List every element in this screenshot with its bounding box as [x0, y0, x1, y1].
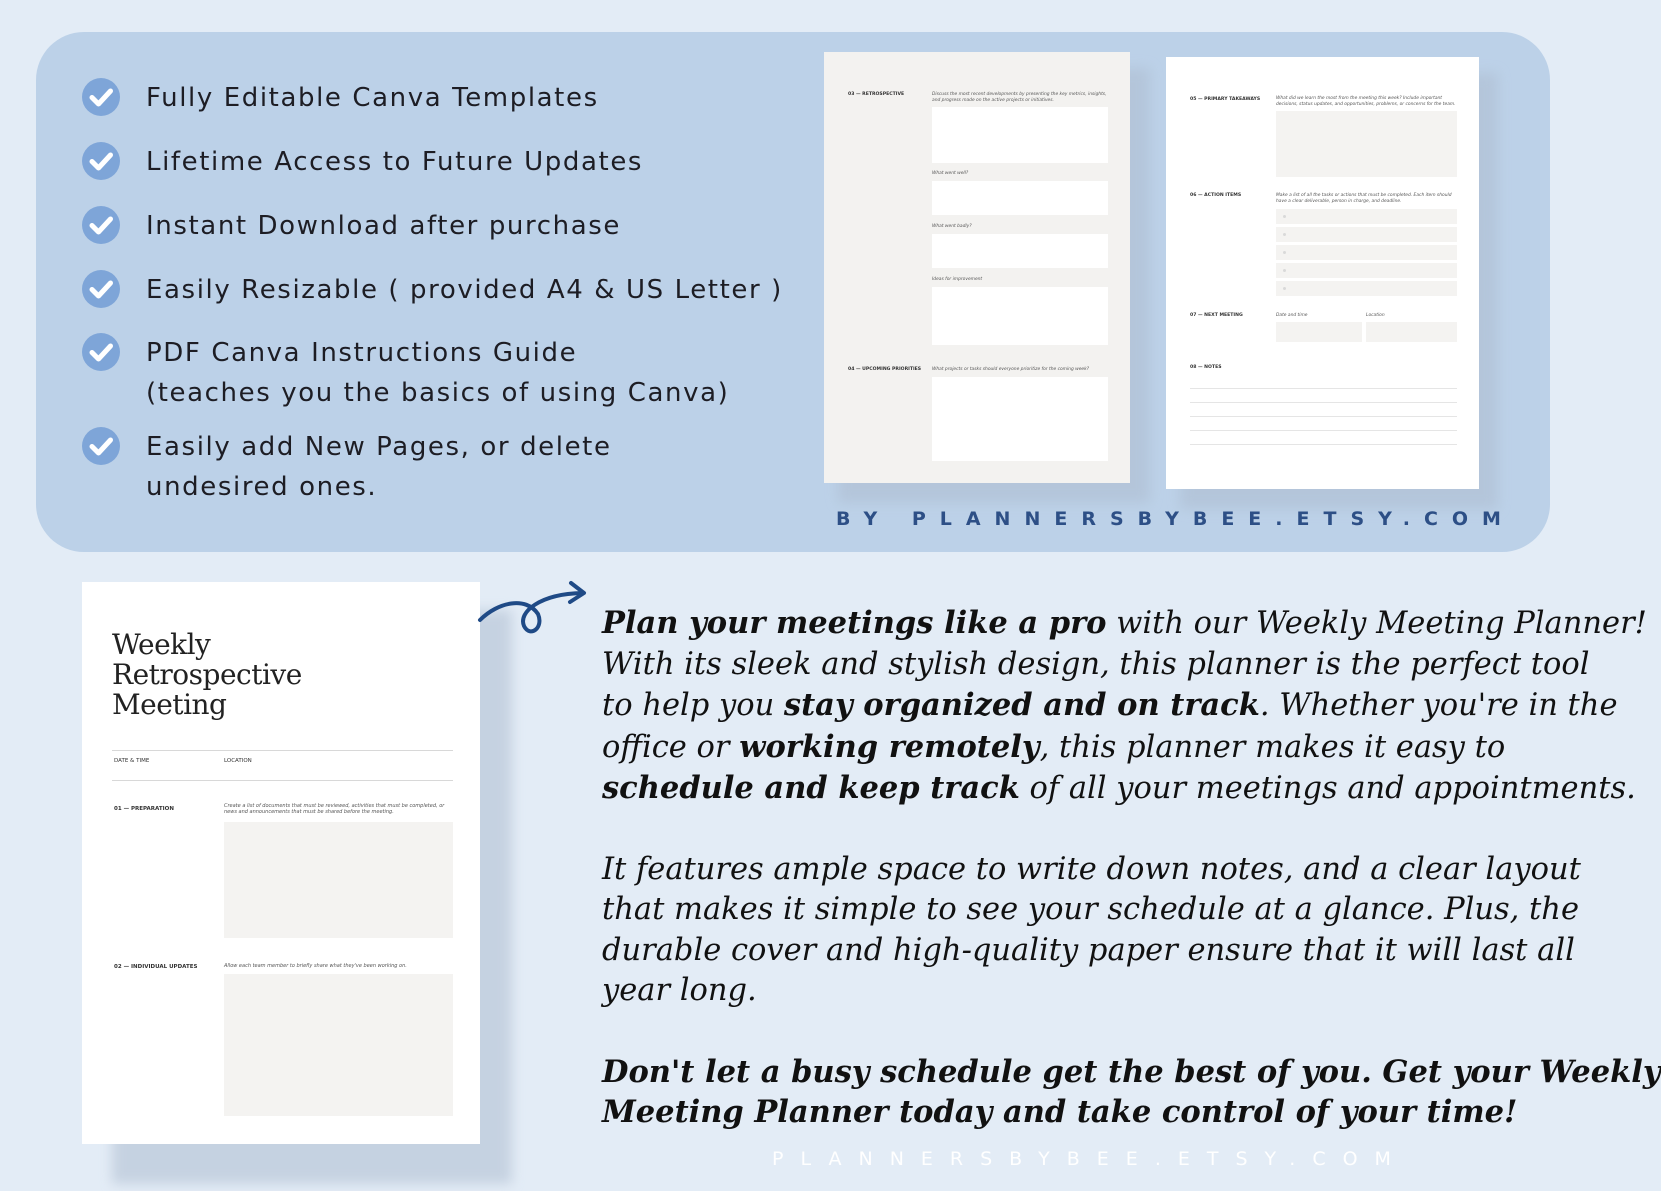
bold-phrase: working remotely — [739, 728, 1040, 765]
notes-line — [1190, 416, 1457, 417]
check-circle-icon — [82, 78, 120, 116]
divider — [112, 780, 453, 781]
feature-text: Easily add New Pages, or delete undesired ones. — [146, 432, 612, 502]
cover-title — [112, 630, 302, 720]
section-05-desc: What did we learn the most from the meeting this week? Include important decisions, status updates, and opportunities, problems, or concerns for the team. — [1276, 96, 1456, 107]
writing-box — [932, 377, 1108, 461]
feature-text: Fully Editable Canva Templates — [146, 83, 599, 113]
notes-line — [1190, 444, 1457, 445]
location-label: LOCATION — [224, 758, 252, 764]
description-paragraph — [602, 603, 1647, 810]
location-label: Location — [1366, 313, 1385, 318]
feature-text: Easily Resizable ( provided A4 & US Letter ) — [146, 275, 783, 305]
bold-phrase: Plan your meetings like a pro — [602, 605, 1107, 641]
bullet-icon — [1283, 251, 1286, 254]
description-text: office or — [602, 729, 740, 765]
section-01-desc: Create a list of documents that must be reviewed, activities that must be completed, or news and announcements that must be shared before the meeting. — [224, 803, 445, 815]
feature-item — [82, 78, 599, 118]
went-badly-label: What went badly? — [932, 224, 972, 229]
action-item-row — [1276, 263, 1457, 278]
action-item-row — [1276, 209, 1457, 224]
check-circle-icon — [82, 206, 120, 244]
description-text: It features ample space to write down notes, and a clear layout — [602, 851, 1581, 887]
section-06-desc: Make a list of all the tasks or actions that must be completed. Each item should have a clear deliverable, person in charge, and deadline. — [1276, 193, 1452, 204]
writing-box — [932, 107, 1108, 163]
action-item-row — [1276, 227, 1457, 242]
ideas-label: Ideas for improvement — [932, 277, 983, 282]
description-text: . Whether you're in the — [1259, 688, 1618, 723]
description-text: durable cover and high-quality paper ensure that it will last all — [602, 932, 1575, 968]
description-text: with our Weekly Meeting Planner! — [1106, 606, 1647, 641]
feature-text: PDF Canva Instructions Guide (teaches you the basics of using Canva) — [146, 338, 730, 408]
bullet-icon — [1283, 287, 1286, 290]
feature-item — [82, 206, 621, 246]
section-01-label: 01 — PREPARATION — [114, 806, 174, 812]
check-circle-icon — [82, 142, 120, 180]
notes-line — [1190, 402, 1457, 403]
section-04-label: 04 — UPCOMING PRIORITIES — [848, 367, 922, 372]
section-03-desc: Discuss the most recent developments by presenting the key metrics, insights, and progress made on the active projects or initiatives. — [932, 92, 1107, 103]
section-02-desc: Allow each team member to briefly share what they've been working on. — [224, 963, 407, 969]
feature-text: Lifetime Access to Future Updates — [146, 147, 644, 177]
feature-item — [82, 142, 643, 182]
feature-item — [82, 427, 612, 507]
cover-title-line: Retrospective — [112, 658, 302, 691]
section-04-desc: What projects or tasks should everyone prioritize for the coming week? — [932, 367, 1090, 372]
bold-phrase: stay organized and on track — [783, 687, 1260, 723]
description-paragraph — [602, 1052, 1661, 1133]
cover-title-line: Meeting — [112, 688, 227, 721]
description-text: Don't let a busy schedule get the best of you. Get your Weekly — [602, 1053, 1661, 1090]
date-time-label: Date and time — [1276, 313, 1308, 318]
section-05-label: 05 — PRIMARY TAKEAWAYS — [1190, 97, 1261, 102]
check-circle-icon — [82, 427, 120, 465]
notes-line — [1190, 388, 1457, 389]
date-time-label: DATE & TIME — [114, 758, 150, 764]
writing-box — [224, 822, 453, 938]
bullet-icon — [1283, 233, 1286, 236]
section-02-label: 02 — INDIVIDUAL UPDATES — [114, 964, 198, 970]
notes-line — [1190, 430, 1457, 431]
writing-box — [1276, 111, 1457, 177]
description-text: With its sleek and stylish design, this planner is the perfect tool — [602, 646, 1590, 682]
divider — [112, 750, 453, 751]
section-07-label: 07 — NEXT MEETING — [1190, 313, 1243, 318]
footer-url: PLANNERSBYBEE.ETSY.COM — [772, 1148, 1408, 1170]
by-line: BY PLANNERSBYBEE.ETSY.COM — [836, 508, 1515, 530]
section-06-label: 06 — ACTION ITEMS — [1190, 193, 1242, 198]
check-circle-icon — [82, 270, 120, 308]
date-box — [1276, 322, 1362, 342]
writing-box — [224, 974, 453, 1116]
feature-text: Instant Download after purchase — [146, 211, 621, 241]
curly-arrow-icon — [478, 580, 596, 642]
description-paragraph — [602, 850, 1581, 1012]
writing-box — [932, 287, 1108, 345]
check-circle-icon — [82, 333, 120, 371]
cover-title-line: Weekly — [112, 628, 211, 661]
bold-phrase: schedule and keep track — [602, 770, 1020, 806]
writing-box — [932, 181, 1108, 215]
action-item-row — [1276, 245, 1457, 260]
description-text: to help you — [602, 688, 784, 723]
bullet-icon — [1283, 215, 1286, 218]
description-text: Meeting Planner today and take control of your time! — [602, 1094, 1518, 1130]
bullet-icon — [1283, 269, 1286, 272]
went-well-label: What went well? — [932, 171, 969, 176]
action-item-row — [1276, 281, 1457, 296]
description-text: year long. — [602, 973, 757, 1008]
feature-item — [82, 333, 729, 413]
description-text: , this planner makes it easy to — [1039, 729, 1506, 765]
section-08-label: 08 — NOTES — [1190, 365, 1222, 370]
writing-box — [932, 234, 1108, 268]
location-box — [1366, 322, 1457, 342]
section-03-label: 03 — RETROSPECTIVE — [848, 92, 905, 97]
product-description — [602, 603, 1661, 1173]
feature-item — [82, 270, 783, 310]
description-text: of all your meetings and appointments. — [1019, 771, 1636, 806]
description-text: that makes it simple to see your schedule at a glance. Plus, the — [602, 892, 1579, 927]
